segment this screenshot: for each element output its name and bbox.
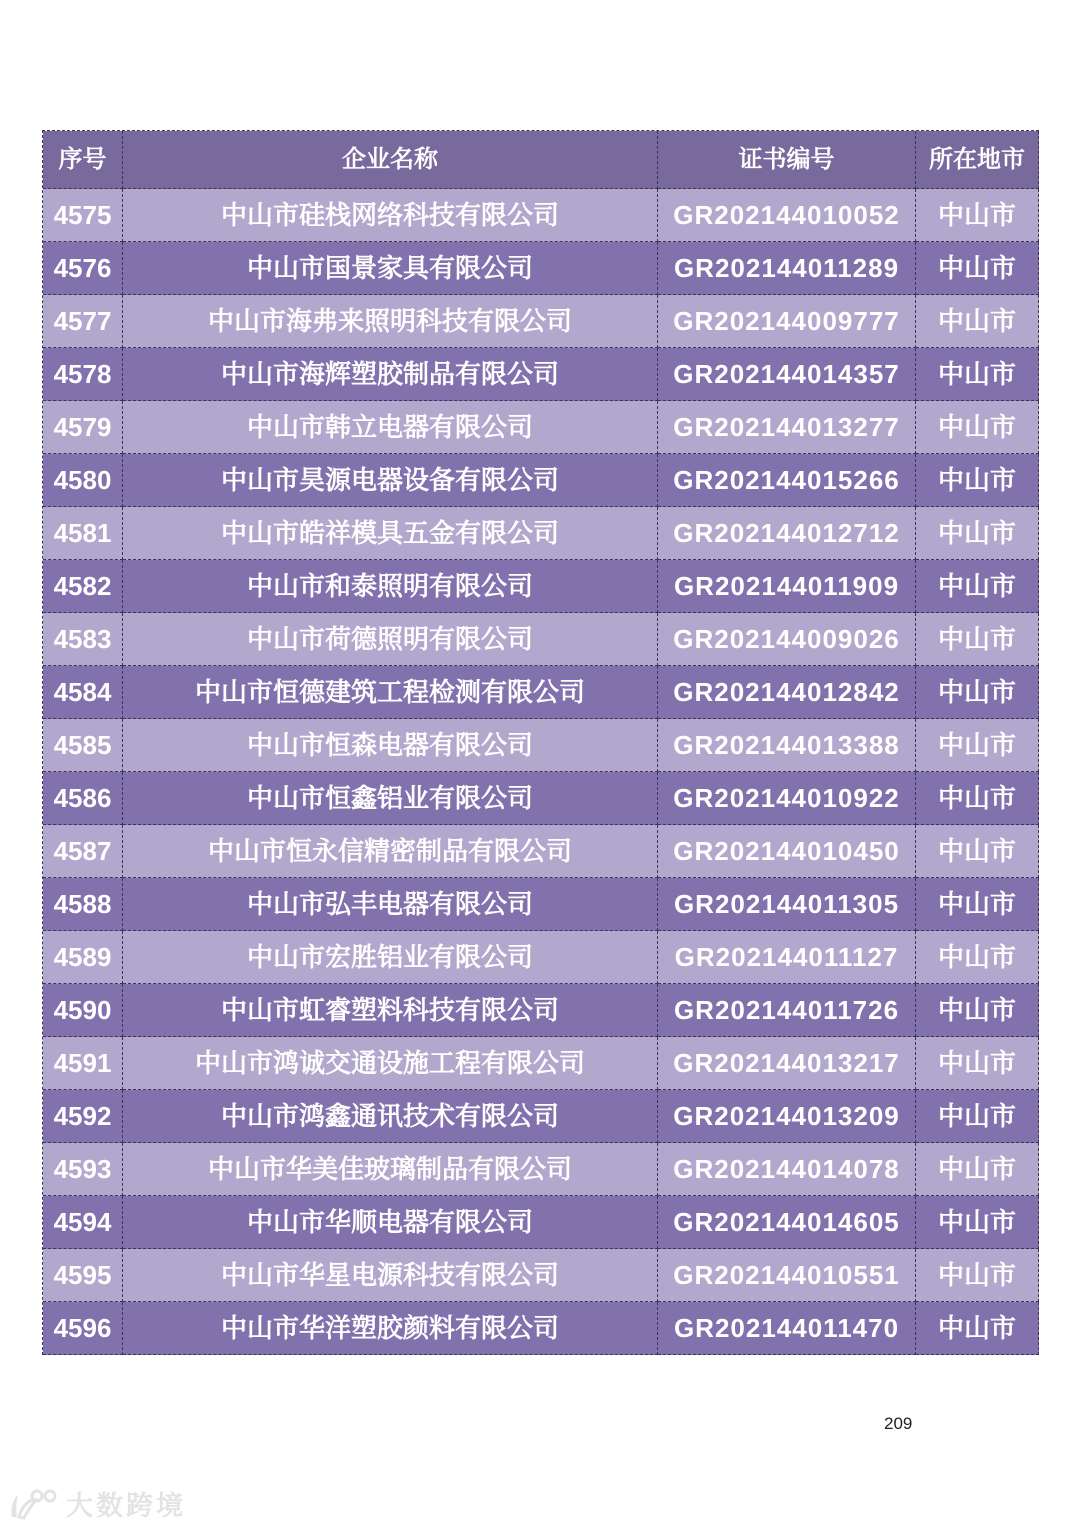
table-row: [43, 1249, 1039, 1302]
cell-company: 中山市国景家具有限公司: [123, 242, 658, 295]
cell-serial: 4586: [43, 772, 123, 825]
cell-cert: GR202144012712: [658, 507, 916, 560]
table-header-row: [43, 131, 1039, 189]
cell-city: 中山市: [916, 1249, 1039, 1302]
cell-city: 中山市: [916, 1302, 1039, 1355]
cell-city: 中山市: [916, 931, 1039, 984]
cell-city: 中山市: [916, 1090, 1039, 1143]
cell-company: 中山市恒鑫铝业有限公司: [123, 772, 658, 825]
cell-cert: GR202144013388: [658, 719, 916, 772]
table-row: [43, 1143, 1039, 1196]
cell-cert: GR202144014078: [658, 1143, 916, 1196]
cell-city: 中山市: [916, 878, 1039, 931]
cell-cert: GR202144009777: [658, 295, 916, 348]
cell-serial: 4584: [43, 666, 123, 719]
cell-cert: GR202144011305: [658, 878, 916, 931]
cell-cert: GR202144011909: [658, 560, 916, 613]
table-row: [43, 189, 1039, 242]
cell-serial: 4591: [43, 1037, 123, 1090]
dashu-kuajing-logo-icon: [6, 1487, 58, 1521]
cell-cert: GR202144009026: [658, 613, 916, 666]
cell-serial: 4593: [43, 1143, 123, 1196]
cell-cert: GR202144015266: [658, 454, 916, 507]
cell-company: 中山市昊源电器设备有限公司: [123, 454, 658, 507]
header-cell-serial: 序号: [43, 131, 123, 189]
cell-cert: GR202144013217: [658, 1037, 916, 1090]
cell-cert: GR202144013277: [658, 401, 916, 454]
cell-company: 中山市恒森电器有限公司: [123, 719, 658, 772]
cell-serial: 4588: [43, 878, 123, 931]
cell-city: 中山市: [916, 242, 1039, 295]
cell-serial: 4575: [43, 189, 123, 242]
table-row: [43, 454, 1039, 507]
cell-serial: 4580: [43, 454, 123, 507]
cell-serial: 4577: [43, 295, 123, 348]
cell-city: 中山市: [916, 1037, 1039, 1090]
cell-serial: 4582: [43, 560, 123, 613]
cell-cert: GR202144010052: [658, 189, 916, 242]
cell-company: 中山市华洋塑胶颜料有限公司: [123, 1302, 658, 1355]
cell-city: 中山市: [916, 825, 1039, 878]
cell-company: 中山市荷德照明有限公司: [123, 613, 658, 666]
table-row: [43, 1196, 1039, 1249]
cell-serial: 4590: [43, 984, 123, 1037]
cell-company: 中山市韩立电器有限公司: [123, 401, 658, 454]
cell-city: 中山市: [916, 454, 1039, 507]
table-row: [43, 560, 1039, 613]
cell-city: 中山市: [916, 1196, 1039, 1249]
cell-company: 中山市鸿鑫通讯技术有限公司: [123, 1090, 658, 1143]
table-row: [43, 613, 1039, 666]
cell-city: 中山市: [916, 189, 1039, 242]
table-row: [43, 772, 1039, 825]
cell-company: 中山市华星电源科技有限公司: [123, 1249, 658, 1302]
cell-company: 中山市皓祥模具五金有限公司: [123, 507, 658, 560]
watermark-text: 大数跨境: [66, 1491, 186, 1521]
cell-company: 中山市虹睿塑料科技有限公司: [123, 984, 658, 1037]
cell-serial: 4578: [43, 348, 123, 401]
cell-cert: GR202144010551: [658, 1249, 916, 1302]
cell-city: 中山市: [916, 772, 1039, 825]
cell-cert: GR202144013209: [658, 1090, 916, 1143]
header-cell-cert: 证书编号: [658, 131, 916, 189]
table-row: [43, 878, 1039, 931]
cell-company: 中山市恒永信精密制品有限公司: [123, 825, 658, 878]
cell-company: 中山市硅栈网络科技有限公司: [123, 189, 658, 242]
cell-city: 中山市: [916, 295, 1039, 348]
cell-city: 中山市: [916, 401, 1039, 454]
cell-cert: GR202144010922: [658, 772, 916, 825]
cell-company: 中山市华美佳玻璃制品有限公司: [123, 1143, 658, 1196]
cell-serial: 4576: [43, 242, 123, 295]
cell-cert: GR202144011127: [658, 931, 916, 984]
cell-serial: 4587: [43, 825, 123, 878]
table-row: [43, 825, 1039, 878]
cell-city: 中山市: [916, 348, 1039, 401]
page-number: 209: [884, 1414, 913, 1433]
cell-serial: 4583: [43, 613, 123, 666]
table-row: [43, 1037, 1039, 1090]
header-cell-city: 所在地市: [916, 131, 1039, 189]
table-row: [43, 666, 1039, 719]
table-row: [43, 1090, 1039, 1143]
watermark: [6, 1484, 186, 1523]
cell-cert: GR202144011470: [658, 1302, 916, 1355]
cell-company: 中山市宏胜铝业有限公司: [123, 931, 658, 984]
table-row: [43, 931, 1039, 984]
table-row: [43, 984, 1039, 1037]
cell-company: 中山市海辉塑胶制品有限公司: [123, 348, 658, 401]
cell-city: 中山市: [916, 984, 1039, 1037]
cell-cert: GR202144012842: [658, 666, 916, 719]
table-row: [43, 507, 1039, 560]
cell-city: 中山市: [916, 560, 1039, 613]
cell-city: 中山市: [916, 666, 1039, 719]
cell-company: 中山市鸿诚交通设施工程有限公司: [123, 1037, 658, 1090]
cell-city: 中山市: [916, 613, 1039, 666]
table-row: [43, 348, 1039, 401]
cell-serial: 4585: [43, 719, 123, 772]
cell-serial: 4594: [43, 1196, 123, 1249]
cell-serial: 4581: [43, 507, 123, 560]
table-row: [43, 401, 1039, 454]
table-row: [43, 719, 1039, 772]
cell-company: 中山市华顺电器有限公司: [123, 1196, 658, 1249]
cell-company: 中山市恒德建筑工程检测有限公司: [123, 666, 658, 719]
cell-company: 中山市弘丰电器有限公司: [123, 878, 658, 931]
cell-city: 中山市: [916, 719, 1039, 772]
cell-serial: 4596: [43, 1302, 123, 1355]
cell-city: 中山市: [916, 507, 1039, 560]
table-row: [43, 295, 1039, 348]
table-row: [43, 1302, 1039, 1355]
cell-city: 中山市: [916, 1143, 1039, 1196]
cell-serial: 4595: [43, 1249, 123, 1302]
cell-company: 中山市和泰照明有限公司: [123, 560, 658, 613]
cell-serial: 4592: [43, 1090, 123, 1143]
cell-cert: GR202144014605: [658, 1196, 916, 1249]
cell-cert: GR202144010450: [658, 825, 916, 878]
table-row: [43, 242, 1039, 295]
cell-company: 中山市海弗来照明科技有限公司: [123, 295, 658, 348]
cell-cert: GR202144011289: [658, 242, 916, 295]
cell-serial: 4589: [43, 931, 123, 984]
table-body: [43, 189, 1039, 1355]
certificate-table: [42, 130, 1039, 1355]
cell-cert: GR202144014357: [658, 348, 916, 401]
header-cell-company: 企业名称: [123, 131, 658, 189]
cell-cert: GR202144011726: [658, 984, 916, 1037]
cell-serial: 4579: [43, 401, 123, 454]
